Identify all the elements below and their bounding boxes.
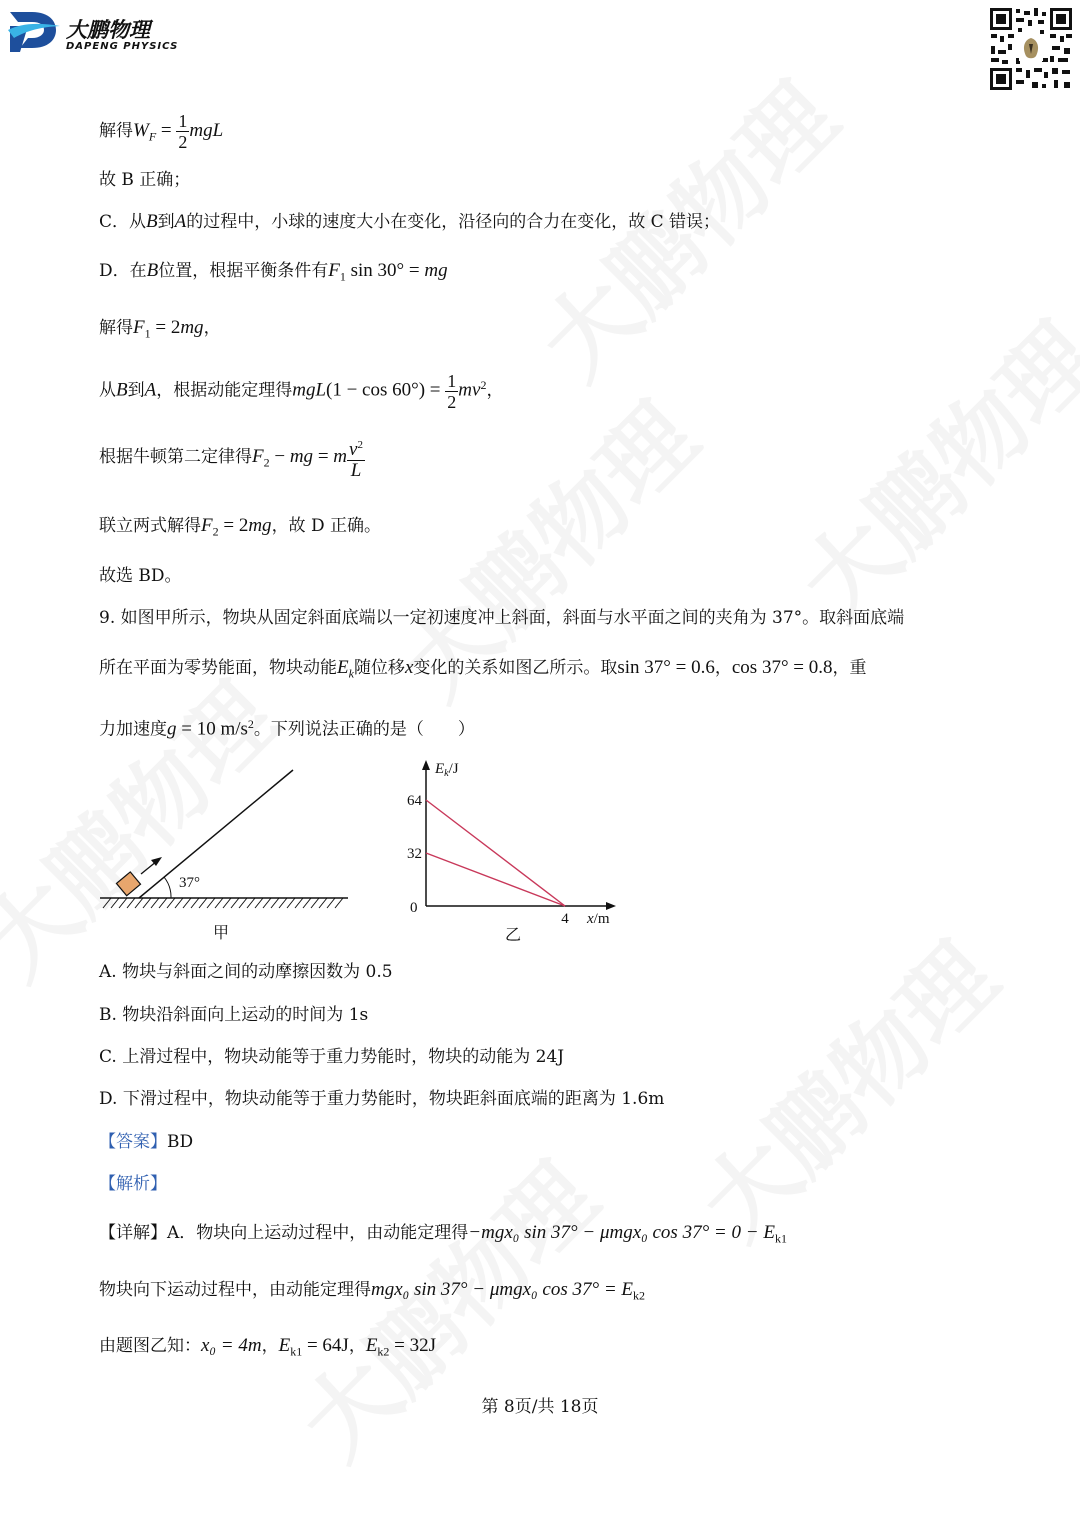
figure-yi-caption: 乙: [505, 927, 522, 944]
qr-code-icon: [988, 6, 1074, 92]
known-values-line: 由题图乙知：x₀ = 4m，$E_{k1} = 64J$，$E_{k2} = 32J$: [99, 1335, 437, 1359]
chart-series-line-2: [426, 853, 565, 906]
chart-y-tick-label: 32: [407, 846, 422, 862]
brand-subtitle: DAPENG PHYSICS: [66, 41, 179, 52]
answer-value: BD: [167, 1132, 194, 1152]
y-axis-arrow-icon: [422, 760, 430, 770]
chart-series-line-1: [426, 800, 565, 906]
figure-yi-chart: [395, 752, 635, 952]
watermark: [667, 909, 1021, 1263]
option-c: C. 上滑过程中，物块动能等于重力势能时，物块的动能为 24J: [99, 1047, 565, 1067]
detail-down-line: 物块向下运动过程中，由动能定理得mgx₀ sin 37° − μmgx₀ $\cos 37^\circ = E_{k2}$: [99, 1279, 646, 1303]
angle-arc: [164, 877, 171, 898]
option-b: B. 物块沿斜面向上运动的时间为 1s: [99, 1005, 369, 1025]
block: [116, 872, 140, 896]
ground-hatching: [103, 898, 343, 908]
angle-label: 37°: [179, 875, 200, 891]
solution-b-correct: 故 B 正确；: [99, 170, 191, 190]
answer-tag: 【答案】: [99, 1132, 167, 1152]
fraction-one-half: $\frac{1}{2}$: [178, 111, 188, 152]
page-footer: 第 8页/共 18页: [481, 1397, 599, 1417]
solution-energy-line: 从B到A，根据动能定理得mgL(1 − cos 60°) = $\frac{1}{2}$ $mv^2$，: [99, 370, 504, 412]
watermark: [767, 289, 1080, 643]
solution-combine-line: 联立两式解得$F_2 = 2mg$，故 D 正确。: [99, 515, 381, 539]
brand-logo-icon: [6, 8, 62, 54]
x-axis-arrow-icon: [606, 902, 616, 910]
fraction-one-half: $\frac{1}{2}$: [447, 370, 457, 412]
figure-jia-caption: 甲: [213, 925, 230, 942]
chart-x-tick-label: 4: [561, 911, 569, 927]
fraction-v2-over-l: $\frac{v^2}{L}$: [347, 435, 365, 481]
solution-choose-line: 故选 BD。: [99, 566, 182, 586]
solution-c-line: C．从B到A的过程中，小球的速度大小在变化，沿径向的合力在变化，故 C 错误；: [99, 211, 721, 232]
question9-line1: 9. 如图甲所示，物块从固定斜面底端以一定初速度冲上斜面，斜面与水平面之间的夹角为 37°。取斜面底端: [99, 608, 905, 628]
chart-x-axis-label: x/m: [587, 911, 610, 927]
solution-wf-line: 解得$W_F$ = $\frac{1}{2}$ mgL: [99, 111, 224, 152]
velocity-arrow-icon: [141, 857, 162, 874]
figure-jia-incline: [95, 750, 365, 950]
chart-y-tick-label: 64: [407, 793, 422, 809]
option-a: A. 物块与斜面之间的动摩擦因数为 0.5: [99, 962, 393, 982]
solution-f1-line: 解得$F_1 = 2mg$，: [99, 317, 221, 341]
brand-title: 大鹏物理: [66, 18, 150, 42]
incline-surface: [139, 770, 293, 898]
brand-logo: [6, 8, 236, 56]
answer-line: [99, 1130, 193, 1154]
option-d: D. 下滑过程中，物块动能等于重力势能时，物块距斜面底端的距离为 1.6m: [99, 1089, 665, 1109]
question9-line3: 力加速度g = 10 $m/s^2$。下列说法正确的是（ ）: [99, 717, 475, 740]
analysis-tag: 【解析】: [99, 1174, 167, 1194]
chart-origin-label: 0: [410, 900, 418, 916]
chart-y-axis-label: $E_k/J$: [435, 761, 459, 779]
solution-newton-line: 根据牛顿第二定律得$F_2$ − mg = m $\frac{v^2}{L}$: [99, 430, 365, 489]
detail-tag: 【详解】: [99, 1223, 167, 1243]
solution-d-line: D．在B位置，根据平衡条件有$F_1$ sin 30° = mg: [99, 260, 448, 284]
detail-a-line: 【详解】A．物块向上运动过程中，由动能定理得−mgx₀ sin 37° − μmgx₀ $\cos 37^\circ = 0 - E_{k1}$: [99, 1222, 787, 1246]
question9-line2: 所在平面为零势能面，物块动能$E_k$随位移x变化的关系如图乙所示。取sin 37° = 0.6，cos 37° = 0.8，重: [99, 657, 867, 681]
